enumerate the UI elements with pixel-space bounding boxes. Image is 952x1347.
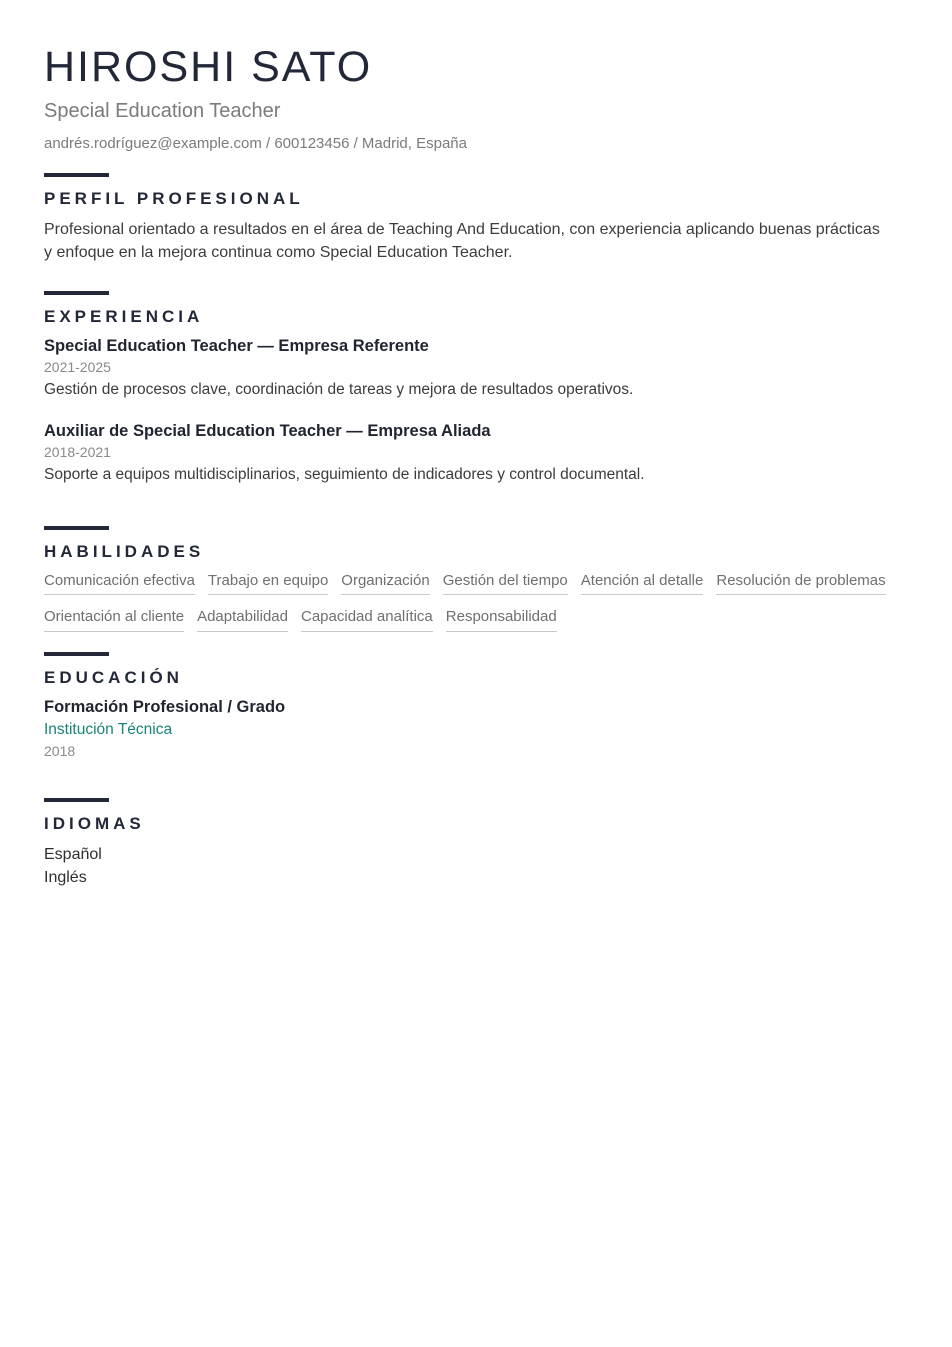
skill-item: Resolución de problemas <box>716 572 885 595</box>
skill-item: Comunicación efectiva <box>44 572 195 595</box>
job-dates: 2018-2021 <box>44 444 111 461</box>
job-dates: 2021-2025 <box>44 359 111 376</box>
section-divider <box>44 526 109 530</box>
education-degree: Formación Profesional / Grado <box>44 697 286 716</box>
job-description: Gestión de procesos clave, coordinación de tareas y mejora de resultados operativos. <box>44 381 634 399</box>
education-institution: Institución Técnica <box>44 720 173 738</box>
experience-entry <box>44 337 892 399</box>
skill-item: Responsabilidad <box>446 608 557 631</box>
skill-item: Adaptabilidad <box>197 608 288 631</box>
contact-info: andrés.rodríguez@example.com / 600123456 / Madrid, España <box>44 135 467 153</box>
skill-item: Gestión del tiempo <box>443 572 568 595</box>
language-item: Inglés <box>44 868 87 886</box>
section-languages <box>44 798 892 889</box>
languages-section-title: IDIOMAS <box>44 813 145 833</box>
job-description: Soporte a equipos multidisciplinarios, seguimiento de indicadores y control documental. <box>44 466 645 484</box>
section-divider <box>44 173 109 177</box>
job-title-company: Auxiliar de Special Education Teacher — Empresa Aliada <box>44 422 491 441</box>
experience-section-title: EXPERIENCIA <box>44 307 204 327</box>
profile-section-title: PERFIL PROFESIONAL <box>44 189 304 209</box>
skill-item: Orientación al cliente <box>44 608 184 631</box>
skills-section-title: HABILIDADES <box>44 542 205 562</box>
skill-item: Capacidad analítica <box>301 608 433 631</box>
experience-entry <box>44 422 892 484</box>
skill-item: Trabajo en equipo <box>208 572 328 595</box>
languages-list <box>44 843 892 889</box>
section-experience <box>44 291 892 484</box>
resume-header <box>44 45 892 152</box>
language-item: Español <box>44 845 102 863</box>
education-section-title: EDUCACIÓN <box>44 667 183 687</box>
job-title-company: Special Education Teacher — Empresa Referente <box>44 337 429 356</box>
section-skills <box>44 526 892 632</box>
section-education <box>44 652 892 759</box>
section-divider <box>44 291 109 295</box>
candidate-name: HIROSHI SATO <box>44 43 373 91</box>
education-year: 2018 <box>44 742 76 759</box>
section-profile <box>44 173 892 264</box>
skill-item: Organización <box>341 572 429 595</box>
section-divider <box>44 652 109 656</box>
candidate-job-title: Special Education Teacher <box>44 100 281 123</box>
skill-item: Atención al detalle <box>581 572 704 595</box>
section-divider <box>44 798 109 802</box>
skills-list <box>44 572 892 632</box>
profile-summary: Profesional orientado a resultados en el área de Teaching And Education, con experiencia aplicando buenas prácticas y enfoque en la mejora continua como Special Education Teacher. <box>44 221 880 262</box>
